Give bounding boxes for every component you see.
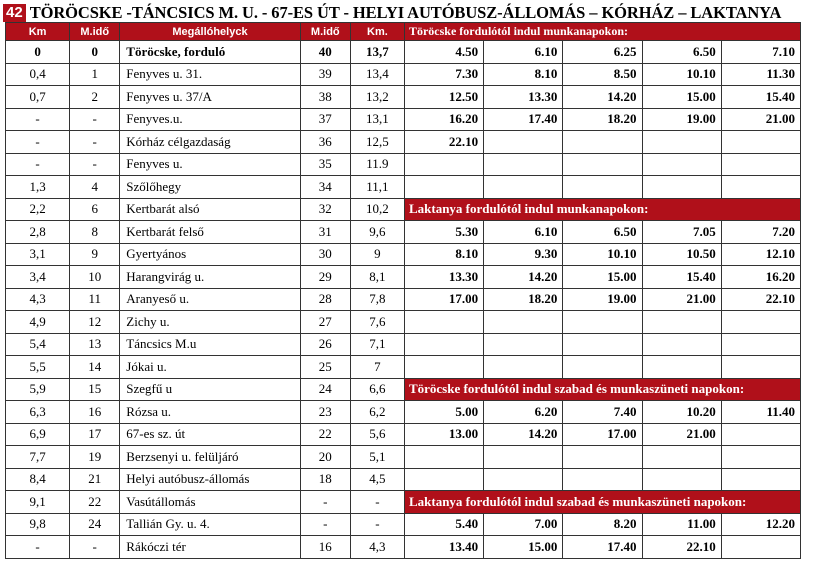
departure-time: 13.30	[484, 86, 563, 109]
departure-time: 5.40	[404, 513, 483, 536]
stop-travel-time-return: 38	[300, 86, 350, 109]
stop-km-return: 13,7	[350, 41, 404, 64]
stop-travel-time: 14	[70, 356, 120, 379]
stop-km-return: 11,1	[350, 176, 404, 199]
stop-travel-time: 6	[70, 198, 120, 221]
stop-name: Fenyves u. 31.	[120, 63, 300, 86]
table-row	[6, 41, 801, 64]
stop-km: 5,4	[6, 333, 70, 356]
departure-time	[563, 356, 642, 379]
departure-time	[721, 536, 800, 559]
departure-time	[484, 356, 563, 379]
departure-time: 6.10	[484, 221, 563, 244]
stop-km-return: 9,6	[350, 221, 404, 244]
stop-travel-time: 12	[70, 311, 120, 334]
stop-km-return: 6,2	[350, 401, 404, 424]
departure-time: 11.00	[642, 513, 721, 536]
departure-time: 7.30	[404, 63, 483, 86]
departure-time: 8.10	[484, 63, 563, 86]
stop-travel-time-return: -	[300, 491, 350, 514]
departure-time	[642, 131, 721, 154]
stop-travel-time: 10	[70, 266, 120, 289]
stop-travel-time: 4	[70, 176, 120, 199]
table-row	[6, 423, 801, 446]
departure-time: 17.00	[404, 288, 483, 311]
stop-km: 3,1	[6, 243, 70, 266]
route-number-badge: 42	[3, 4, 26, 22]
departure-time: 8.10	[404, 243, 483, 266]
table-row	[6, 446, 801, 469]
departure-time: 15.00	[563, 266, 642, 289]
table-row	[6, 288, 801, 311]
stop-travel-time-return: 31	[300, 221, 350, 244]
stop-travel-time: 24	[70, 513, 120, 536]
departure-time: 8.50	[563, 63, 642, 86]
departure-time	[721, 311, 800, 334]
stop-travel-time: -	[70, 108, 120, 131]
stop-name: Helyi autóbusz-állomás	[120, 468, 300, 491]
col-header-km: Km	[6, 23, 70, 41]
departure-time: 14.20	[484, 423, 563, 446]
stop-km: -	[6, 153, 70, 176]
table-row	[6, 266, 801, 289]
stop-km-return: 9	[350, 243, 404, 266]
stop-travel-time: 13	[70, 333, 120, 356]
table-row	[6, 333, 801, 356]
departure-time	[404, 311, 483, 334]
departure-time: 13.40	[404, 536, 483, 559]
table-row	[6, 243, 801, 266]
departure-time	[563, 446, 642, 469]
stop-travel-time: -	[70, 536, 120, 559]
stop-name: Zichy u.	[120, 311, 300, 334]
stop-km: 4,3	[6, 288, 70, 311]
stop-travel-time-return: 20	[300, 446, 350, 469]
stop-name: Berzsenyi u. felüljáró	[120, 446, 300, 469]
departure-time: 11.30	[721, 63, 800, 86]
stop-km: 1,3	[6, 176, 70, 199]
stop-name: Fenyves u.	[120, 153, 300, 176]
stop-km: -	[6, 131, 70, 154]
stop-km-return: 8,1	[350, 266, 404, 289]
stop-name: Szegfű u	[120, 378, 300, 401]
stop-km: 6,3	[6, 401, 70, 424]
stop-name: Rózsa u.	[120, 401, 300, 424]
departure-time	[404, 356, 483, 379]
departure-time: 22.10	[404, 131, 483, 154]
departure-time	[484, 176, 563, 199]
departure-time: 17.40	[563, 536, 642, 559]
stop-name: Rákóczi tér	[120, 536, 300, 559]
departure-time: 22.10	[721, 288, 800, 311]
departure-time: 14.20	[563, 86, 642, 109]
departure-time: 19.00	[642, 108, 721, 131]
stop-km: -	[6, 108, 70, 131]
departure-time	[563, 131, 642, 154]
departure-time	[404, 153, 483, 176]
stop-km-return: 11.9	[350, 153, 404, 176]
stop-travel-time: 21	[70, 468, 120, 491]
col-header-km-return: Km.	[350, 23, 404, 41]
departure-time: 12.50	[404, 86, 483, 109]
stop-travel-time-return: 18	[300, 468, 350, 491]
departure-time: 6.10	[484, 41, 563, 64]
stop-km-return: 12,5	[350, 131, 404, 154]
departure-time	[563, 333, 642, 356]
stop-travel-time: 22	[70, 491, 120, 514]
table-row	[6, 536, 801, 559]
departure-time: 10.10	[642, 63, 721, 86]
departure-time: 7.20	[721, 221, 800, 244]
stop-travel-time-return: 25	[300, 356, 350, 379]
stop-km-return: 7,8	[350, 288, 404, 311]
table-row	[6, 468, 801, 491]
departure-time	[642, 468, 721, 491]
departure-time: 15.00	[484, 536, 563, 559]
stop-km: 0	[6, 41, 70, 64]
table-row	[6, 221, 801, 244]
departure-time: 21.00	[721, 108, 800, 131]
departure-time	[404, 446, 483, 469]
departure-time: 16.20	[404, 108, 483, 131]
departure-time: 19.00	[563, 288, 642, 311]
stop-km-return: 6,6	[350, 378, 404, 401]
table-row	[6, 198, 801, 221]
stop-km: 4,9	[6, 311, 70, 334]
departure-time: 7.40	[563, 401, 642, 424]
stop-km: 0,4	[6, 63, 70, 86]
stop-travel-time: 2	[70, 86, 120, 109]
stop-km-return: -	[350, 513, 404, 536]
stop-travel-time: 0	[70, 41, 120, 64]
stop-km: 2,2	[6, 198, 70, 221]
departure-time	[484, 468, 563, 491]
stop-km: 5,9	[6, 378, 70, 401]
stop-km-return: 7	[350, 356, 404, 379]
stop-travel-time-return: 32	[300, 198, 350, 221]
stop-name: Táncsics M.u	[120, 333, 300, 356]
departure-time	[642, 176, 721, 199]
stop-km-return: 10,2	[350, 198, 404, 221]
stop-name: Fenyves.u.	[120, 108, 300, 131]
departure-time: 12.20	[721, 513, 800, 536]
departure-time	[721, 468, 800, 491]
departure-time: 15.40	[721, 86, 800, 109]
departure-time: 6.50	[642, 41, 721, 64]
stop-travel-time-return: 39	[300, 63, 350, 86]
table-row	[6, 513, 801, 536]
stop-name: Vasútállomás	[120, 491, 300, 514]
departure-time: 21.00	[642, 423, 721, 446]
stop-travel-time-return: 16	[300, 536, 350, 559]
departure-time: 12.10	[721, 243, 800, 266]
stop-name: Fenyves u. 37/A	[120, 86, 300, 109]
departure-time: 9.30	[484, 243, 563, 266]
departure-time	[484, 131, 563, 154]
table-row	[6, 491, 801, 514]
departure-time: 7.10	[721, 41, 800, 64]
departure-time	[563, 468, 642, 491]
col-header-mido: M.idő	[70, 23, 120, 41]
departure-time	[642, 311, 721, 334]
departure-time: 22.10	[642, 536, 721, 559]
departure-time	[484, 311, 563, 334]
stop-travel-time-return: 28	[300, 288, 350, 311]
stop-km-return: -	[350, 491, 404, 514]
stop-km: 7,7	[6, 446, 70, 469]
departure-time	[404, 176, 483, 199]
departure-time: 4.50	[404, 41, 483, 64]
departure-time: 6.25	[563, 41, 642, 64]
stop-name: 67-es sz. út	[120, 423, 300, 446]
stop-travel-time: 19	[70, 446, 120, 469]
stop-name: Kórház célgazdaság	[120, 131, 300, 154]
stop-name: Kertbarát alsó	[120, 198, 300, 221]
departure-time: 14.20	[484, 266, 563, 289]
stop-km-return: 5,6	[350, 423, 404, 446]
departure-time: 11.40	[721, 401, 800, 424]
stop-km-return: 13,4	[350, 63, 404, 86]
stop-travel-time: 16	[70, 401, 120, 424]
stop-km-return: 7,6	[350, 311, 404, 334]
stop-travel-time-return: 24	[300, 378, 350, 401]
col-header-mido-return: M.idő	[300, 23, 350, 41]
stop-name: Harangvirág u.	[120, 266, 300, 289]
stop-travel-time: 9	[70, 243, 120, 266]
departure-time: 15.00	[642, 86, 721, 109]
departure-time: 16.20	[721, 266, 800, 289]
col-header-stop: Megállóhelyck	[120, 23, 300, 41]
departure-time	[642, 153, 721, 176]
stop-km-return: 4,5	[350, 468, 404, 491]
departure-section-header: Laktanya fordulótól indul szabad és munkaszüneti napokon:	[404, 491, 800, 514]
stop-travel-time: 17	[70, 423, 120, 446]
departure-time	[721, 333, 800, 356]
header-row	[6, 23, 801, 41]
stop-km: 0,7	[6, 86, 70, 109]
departure-time: 5.30	[404, 221, 483, 244]
table-row	[6, 401, 801, 424]
departure-time: 15.40	[642, 266, 721, 289]
departure-time	[563, 311, 642, 334]
departure-time	[721, 356, 800, 379]
stop-travel-time-return: 23	[300, 401, 350, 424]
timetable	[5, 22, 801, 559]
departure-time: 7.00	[484, 513, 563, 536]
stop-travel-time-return: 30	[300, 243, 350, 266]
stop-travel-time-return: 37	[300, 108, 350, 131]
stop-km: 6,9	[6, 423, 70, 446]
departure-time: 6.20	[484, 401, 563, 424]
stop-travel-time: 15	[70, 378, 120, 401]
table-row	[6, 63, 801, 86]
stop-km: 2,8	[6, 221, 70, 244]
departure-time	[484, 333, 563, 356]
stop-km-return: 5,1	[350, 446, 404, 469]
departure-time	[721, 446, 800, 469]
departure-time: 21.00	[642, 288, 721, 311]
departure-section-header: Töröcske fordulótól indul szabad és munkaszüneti napokon:	[404, 378, 800, 401]
departure-time	[642, 446, 721, 469]
stop-travel-time: 8	[70, 221, 120, 244]
stop-travel-time-return: 34	[300, 176, 350, 199]
departure-time	[721, 153, 800, 176]
departure-time: 6.50	[563, 221, 642, 244]
stop-travel-time-return: 35	[300, 153, 350, 176]
stop-travel-time: 1	[70, 63, 120, 86]
route-title: TÖRÖCSKE -TÁNCSICS M. U. - 67-ES ÚT - HELYI AUTÓBUSZ-ÁLLOMÁS – KÓRHÁZ – LAKTANYA	[29, 2, 782, 22]
departure-time	[484, 153, 563, 176]
departure-time: 18.20	[563, 108, 642, 131]
departure-time: 5.00	[404, 401, 483, 424]
departure-time	[721, 131, 800, 154]
stop-travel-time: 11	[70, 288, 120, 311]
departure-time: 7.05	[642, 221, 721, 244]
departure-time: 10.50	[642, 243, 721, 266]
departure-time: 13.00	[404, 423, 483, 446]
table-row	[6, 311, 801, 334]
departure-time	[404, 468, 483, 491]
stop-name: Tallián Gy. u. 4.	[120, 513, 300, 536]
stop-name: Gyertyános	[120, 243, 300, 266]
departure-time: 17.40	[484, 108, 563, 131]
stop-name: Szőlőhegy	[120, 176, 300, 199]
table-row	[6, 86, 801, 109]
stop-km-return: 7,1	[350, 333, 404, 356]
stop-name: Kertbarát felső	[120, 221, 300, 244]
stop-travel-time-return: -	[300, 513, 350, 536]
stop-travel-time-return: 27	[300, 311, 350, 334]
table-row	[6, 131, 801, 154]
stop-name: Töröcske, forduló	[120, 41, 300, 64]
table-row	[6, 153, 801, 176]
table-row	[6, 176, 801, 199]
stop-travel-time-return: 40	[300, 41, 350, 64]
stop-km: 3,4	[6, 266, 70, 289]
departure-time	[642, 356, 721, 379]
departure-time	[404, 333, 483, 356]
timetable-title-bar	[3, 3, 818, 22]
timetable-body	[6, 41, 801, 559]
stop-km-return: 4,3	[350, 536, 404, 559]
departure-time	[563, 153, 642, 176]
stop-km-return: 13,2	[350, 86, 404, 109]
stop-km: 9,8	[6, 513, 70, 536]
departure-time	[563, 176, 642, 199]
departure-time: 10.10	[563, 243, 642, 266]
stop-name: Aranyeső u.	[120, 288, 300, 311]
departure-time: 17.00	[563, 423, 642, 446]
table-row	[6, 356, 801, 379]
departure-time	[721, 176, 800, 199]
departure-time: 8.20	[563, 513, 642, 536]
stop-km: 5,5	[6, 356, 70, 379]
stop-travel-time: -	[70, 131, 120, 154]
departure-time: 10.20	[642, 401, 721, 424]
stop-travel-time-return: 26	[300, 333, 350, 356]
stop-km-return: 13,1	[350, 108, 404, 131]
departure-time: 18.20	[484, 288, 563, 311]
stop-name: Jókai u.	[120, 356, 300, 379]
departure-time	[642, 333, 721, 356]
stop-travel-time-return: 29	[300, 266, 350, 289]
table-row	[6, 378, 801, 401]
stop-km: -	[6, 536, 70, 559]
departure-section-header: Laktanya fordulótól indul munkanapokon:	[404, 198, 800, 221]
departure-time: 13.30	[404, 266, 483, 289]
stop-travel-time-return: 36	[300, 131, 350, 154]
departure-time	[721, 423, 800, 446]
stop-km: 9,1	[6, 491, 70, 514]
stop-km: 8,4	[6, 468, 70, 491]
departure-section-header: Töröcske fordulótól indul munkanapokon:	[404, 23, 800, 41]
stop-travel-time: -	[70, 153, 120, 176]
departure-time	[484, 446, 563, 469]
table-row	[6, 108, 801, 131]
stop-travel-time-return: 22	[300, 423, 350, 446]
